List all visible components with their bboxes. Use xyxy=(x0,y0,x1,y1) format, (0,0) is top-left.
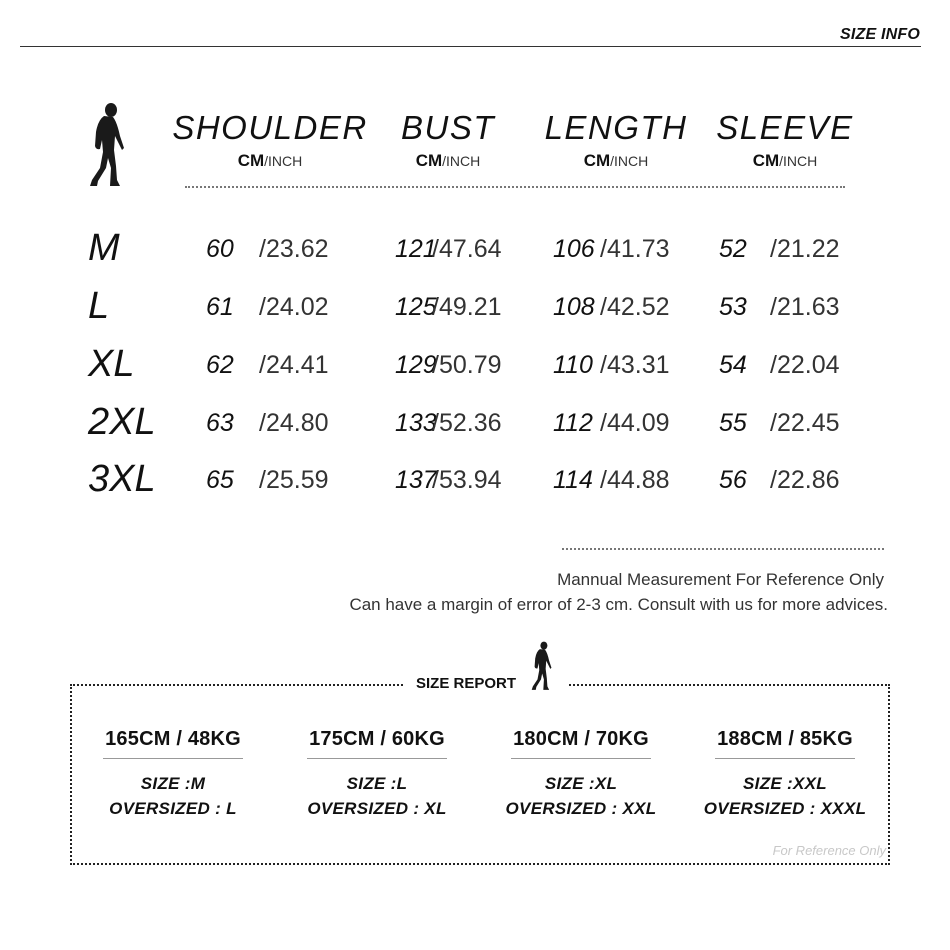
cm-value: 63 xyxy=(206,409,234,437)
cell-cm-value xyxy=(553,465,593,495)
unit-cm: CM xyxy=(583,151,611,170)
cell-inch-value xyxy=(259,350,329,380)
cell-cm-value xyxy=(206,292,234,322)
cell-cm-value xyxy=(553,408,593,438)
cell-cm-value xyxy=(395,465,437,495)
size-report-entry xyxy=(277,726,477,821)
cm-value: 54 xyxy=(719,351,747,379)
cell-inch-value xyxy=(600,408,670,438)
cm-value: 133 xyxy=(395,409,437,437)
cell-inch-value xyxy=(432,465,502,495)
row-size-label: 2XL xyxy=(88,401,156,443)
unit-sep: / xyxy=(610,153,615,169)
cell-inch-value xyxy=(600,465,670,495)
cell-inch-value xyxy=(600,292,670,322)
cell-inch-value xyxy=(770,292,840,322)
margin-note: Can have a margin of error of 2-3 cm. Consult with us for more advices. xyxy=(349,595,888,614)
inch-value: /50.79 xyxy=(432,351,502,379)
inch-value: /44.09 xyxy=(600,409,670,437)
cm-value: 137 xyxy=(395,466,437,494)
inch-value: /24.80 xyxy=(259,409,329,437)
person-silhouette-icon xyxy=(528,641,554,691)
height-weight: 165CM / 48KG xyxy=(105,728,241,750)
cell-inch-value xyxy=(770,234,840,264)
inch-value: /21.22 xyxy=(770,235,840,263)
cell-inch-value xyxy=(259,234,329,264)
column-title: SHOULDER xyxy=(172,109,368,146)
inch-value: /43.31 xyxy=(600,351,670,379)
cm-value: 108 xyxy=(553,293,595,321)
column-title: BUST xyxy=(400,109,495,146)
inch-value: /42.52 xyxy=(600,293,670,321)
cell-cm-value xyxy=(719,350,747,380)
cell-cm-value xyxy=(553,234,595,264)
cell-cm-value xyxy=(206,350,234,380)
recommended-size: SIZE :L xyxy=(346,774,408,793)
inch-value: /22.45 xyxy=(770,409,840,437)
inch-value: /25.59 xyxy=(259,466,329,494)
entry-underline xyxy=(715,758,855,759)
height-weight: 175CM / 60KG xyxy=(309,728,445,750)
cm-value: 53 xyxy=(719,293,747,321)
unit-inch: INCH xyxy=(446,153,481,169)
column-unit xyxy=(170,152,370,171)
inch-value: /24.41 xyxy=(259,351,329,379)
cm-value: 129 xyxy=(395,351,437,379)
inch-value: /53.94 xyxy=(432,466,502,494)
cm-value: 65 xyxy=(206,466,234,494)
cell-cm-value xyxy=(719,465,747,495)
cell-cm-value xyxy=(719,292,747,322)
cell-cm-value xyxy=(719,234,747,264)
unit-inch: INCH xyxy=(268,153,303,169)
column-title: SLEEVE xyxy=(716,109,854,146)
oversized-size: OVERSIZED : XL xyxy=(307,799,447,818)
size-report-title: SIZE REPORT xyxy=(416,675,517,692)
inch-value: /22.86 xyxy=(770,466,840,494)
unit-cm: CM xyxy=(752,151,780,170)
inch-value: /24.02 xyxy=(259,293,329,321)
header-divider xyxy=(20,46,921,47)
size-info-title: SIZE INFO xyxy=(839,26,920,43)
inch-value: /49.21 xyxy=(432,293,502,321)
row-size-label: 3XL xyxy=(88,458,156,500)
cell-cm-value xyxy=(395,292,437,322)
cm-value: 55 xyxy=(719,409,747,437)
inch-value: /22.04 xyxy=(770,351,840,379)
oversized-size: OVERSIZED : XXXL xyxy=(703,799,867,818)
cell-cm-value xyxy=(206,408,234,438)
size-report-entry xyxy=(685,726,885,821)
cm-value: 125 xyxy=(395,293,437,321)
cell-inch-value xyxy=(259,408,329,438)
cm-value: 114 xyxy=(553,466,593,494)
unit-sep: / xyxy=(442,153,447,169)
row-size-label: L xyxy=(88,285,110,327)
cell-inch-value xyxy=(770,408,840,438)
row-size-label: M xyxy=(88,227,120,269)
unit-cm: CM xyxy=(415,151,443,170)
size-report-entry xyxy=(481,726,681,821)
inch-value: /41.73 xyxy=(600,235,670,263)
inch-value: /47.64 xyxy=(432,235,502,263)
cell-cm-value xyxy=(553,350,593,380)
unit-cm: CM xyxy=(237,151,265,170)
column-header-shoulder xyxy=(170,108,370,171)
entry-underline xyxy=(511,758,651,759)
unit-inch: INCH xyxy=(614,153,649,169)
cell-inch-value xyxy=(432,292,502,322)
cell-inch-value xyxy=(432,350,502,380)
cell-cm-value xyxy=(719,408,747,438)
cell-cm-value xyxy=(395,408,437,438)
reference-only-note: For Reference Only xyxy=(772,843,886,858)
cell-inch-value xyxy=(770,350,840,380)
cell-inch-value xyxy=(432,234,502,264)
height-weight: 180CM / 70KG xyxy=(513,728,649,750)
cm-value: 52 xyxy=(719,235,747,263)
inch-value: /23.62 xyxy=(259,235,329,263)
cell-inch-value xyxy=(259,465,329,495)
cm-value: 106 xyxy=(553,235,595,263)
person-silhouette-icon xyxy=(84,102,128,188)
cm-value: 112 xyxy=(553,409,593,437)
unit-sep: / xyxy=(264,153,269,169)
entry-underline xyxy=(307,758,447,759)
unit-inch: INCH xyxy=(783,153,818,169)
recommended-size: SIZE :XL xyxy=(544,774,618,793)
cell-inch-value xyxy=(770,465,840,495)
cell-cm-value xyxy=(206,465,234,495)
cm-value: 56 xyxy=(719,466,747,494)
row-size-label: XL xyxy=(88,343,135,385)
inch-value: /52.36 xyxy=(432,409,502,437)
height-weight: 188CM / 85KG xyxy=(717,728,853,750)
header-dotted-divider xyxy=(185,186,845,188)
inch-value: /21.63 xyxy=(770,293,840,321)
cm-value: 61 xyxy=(206,293,234,321)
entry-underline xyxy=(103,758,243,759)
cell-cm-value xyxy=(553,292,595,322)
cm-value: 62 xyxy=(206,351,234,379)
inch-value: /44.88 xyxy=(600,466,670,494)
notes-dotted-divider xyxy=(562,548,884,550)
cell-inch-value xyxy=(432,408,502,438)
column-header-sleeve xyxy=(685,108,885,171)
recommended-size: SIZE :XXL xyxy=(743,774,827,793)
oversized-size: OVERSIZED : XXL xyxy=(505,799,657,818)
unit-sep: / xyxy=(779,153,784,169)
cm-value: 110 xyxy=(553,351,593,379)
cm-value: 60 xyxy=(206,235,234,263)
column-unit xyxy=(685,152,885,171)
cell-inch-value xyxy=(259,292,329,322)
size-report-entry xyxy=(73,726,273,821)
recommended-size: SIZE :M xyxy=(140,774,206,793)
measurement-note: Mannual Measurement For Reference Only xyxy=(557,570,884,589)
oversized-size: OVERSIZED : L xyxy=(109,799,237,818)
cell-cm-value xyxy=(395,234,437,264)
cell-inch-value xyxy=(600,350,670,380)
cell-cm-value xyxy=(206,234,234,264)
cell-inch-value xyxy=(600,234,670,264)
column-title: LENGTH xyxy=(544,109,688,146)
cm-value: 121 xyxy=(395,235,437,263)
cell-cm-value xyxy=(395,350,437,380)
